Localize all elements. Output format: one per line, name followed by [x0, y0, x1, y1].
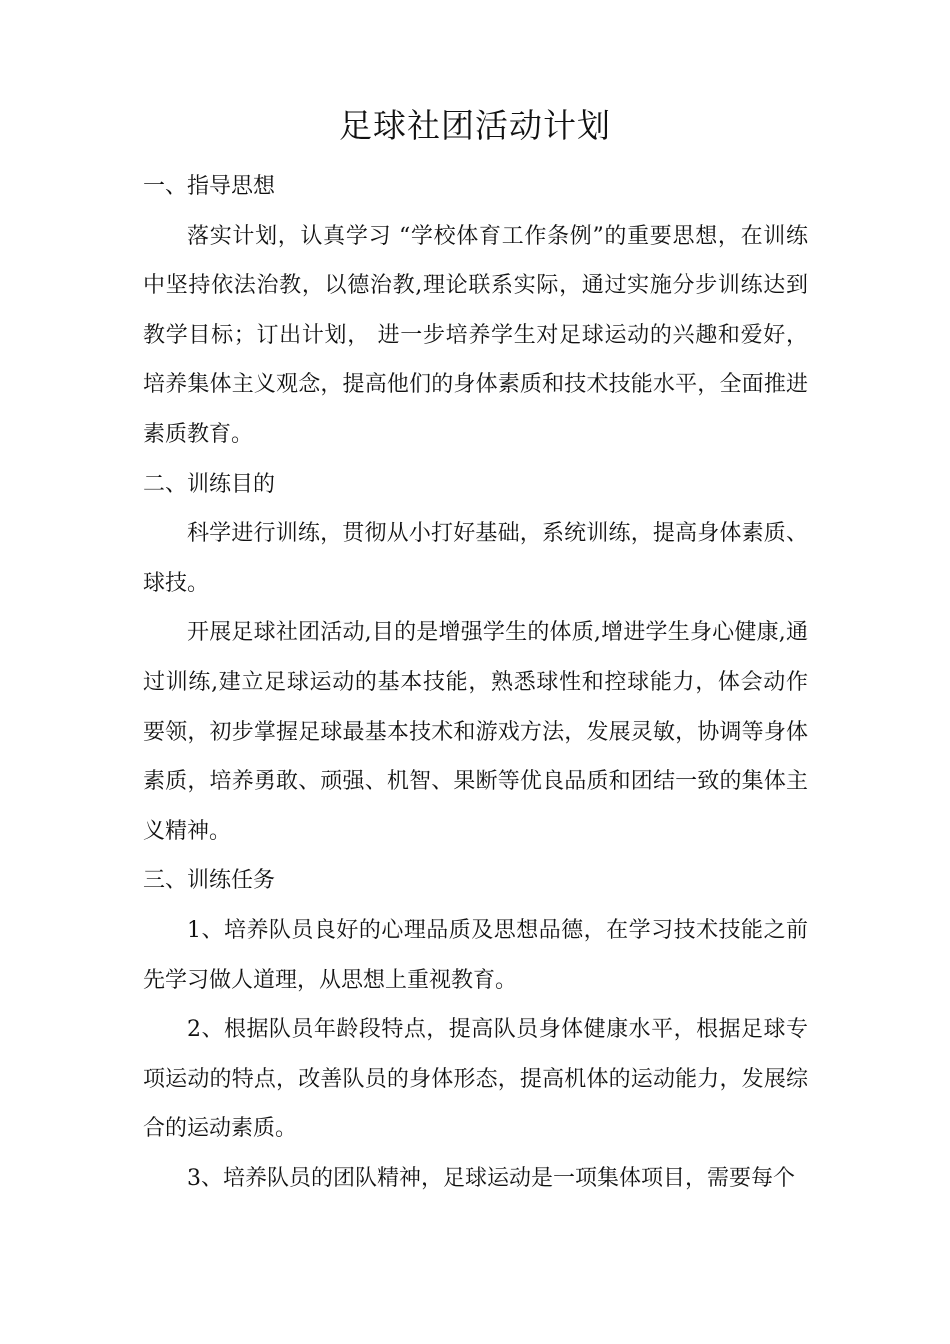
paragraph-training-task-1: 1、培养队员良好的心理品质及思想品德，在学习技术技能之前先学习做人道理，从思想上重视教育。	[143, 917, 808, 993]
paragraph-training-task-2: 2、根据队员年龄段特点，提高队员身体健康水平，根据足球专项运动的特点，改善队员的身体形态，提高机体的运动能力，发展综合的运动素质。	[143, 1017, 808, 1142]
paragraph-guiding-ideology: 落实计划，认真学习 “学校体育工作条例”的重要思想，在训练中坚持依法治教，以德治教,理论联系实际，通过实施分步训练达到教学目标；订出计划， 进一步培养学生对足球运动的兴趣和爱好，培养集体主义观念，提高他们的身体素质和技术技能水平，全面推进素质教育。	[143, 223, 808, 447]
paragraph-training-task-3: 3、培养队员的团队精神，足球运动是一项集体项目，需要每个	[187, 1165, 795, 1191]
paragraph-training-purpose-1: 科学进行训练，贯彻从小打好基础，系统训练，提高身体素质、球技。	[143, 521, 808, 596]
section-heading-guiding-ideology: 一、指导思想	[143, 174, 276, 199]
section-heading-training-purpose: 二、训练目的	[143, 471, 276, 497]
document-title: 足球社团活动计划	[339, 106, 611, 145]
document-body	[143, 162, 808, 1203]
section-heading-training-tasks: 三、训练任务	[143, 868, 276, 894]
paragraph-training-purpose-2: 开展足球社团活动,目的是增强学生的体质,增进学生身心健康,通过训练,建立足球运动的基本技能，熟悉球性和控球能力，体会动作要领，初步掌握足球最基本技术和游戏方法，发展灵敏，协调等身体素质，培养勇敢、顽强、机智、果断等优良品质和团结一致的集体主义精神。	[143, 620, 808, 844]
